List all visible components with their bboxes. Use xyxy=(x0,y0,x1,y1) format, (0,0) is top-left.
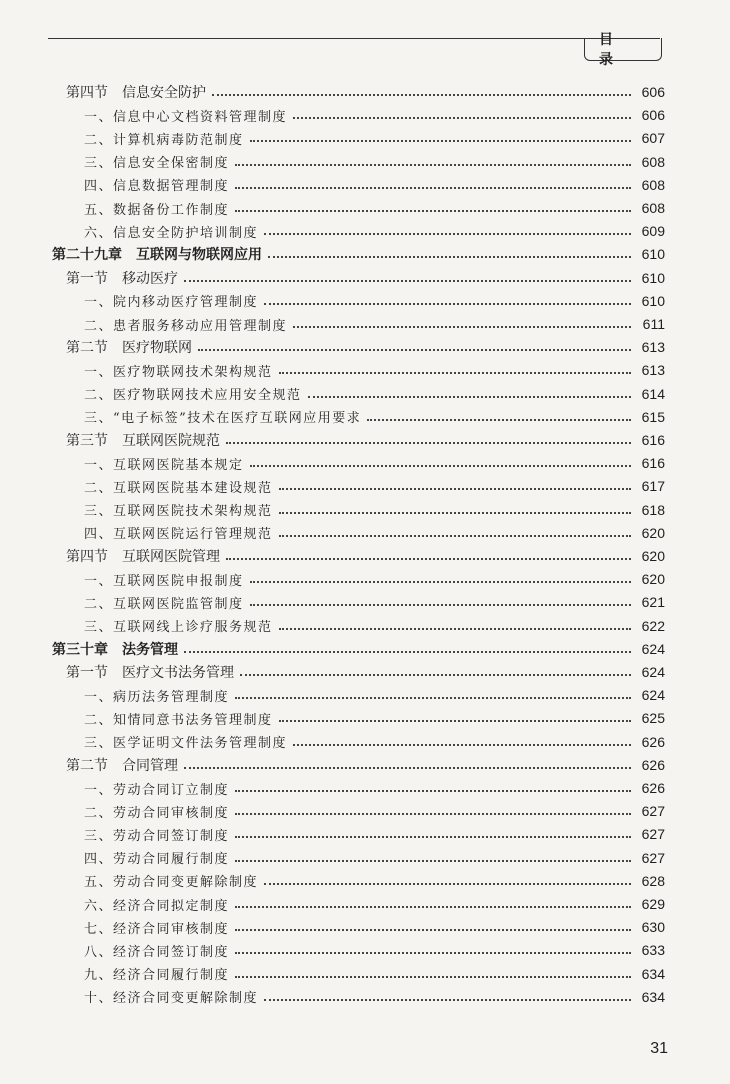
dot-leader xyxy=(235,187,631,189)
toc-entry-page: 624 xyxy=(641,640,665,657)
header-rule xyxy=(48,38,660,39)
toc-entry-item xyxy=(84,499,665,521)
toc-entry-page: 620 xyxy=(641,524,665,541)
toc-entry-page: 626 xyxy=(641,756,665,773)
dot-leader xyxy=(279,535,631,537)
toc-entry-item xyxy=(84,870,665,892)
toc-entry-title: 第一节 医疗文书法务管理 xyxy=(66,665,234,681)
toc-entry-page: 633 xyxy=(641,942,665,959)
toc-entry-page: 610 xyxy=(641,246,665,263)
toc-entry-item xyxy=(84,615,665,637)
toc-entry-title: 二、劳动合同审核制度 xyxy=(84,805,230,821)
toc-entry-item xyxy=(84,591,665,613)
toc-entry-page: 620 xyxy=(641,571,665,588)
toc-entry-title: 二、知情同意书法务管理制度 xyxy=(84,712,273,728)
toc-entry-item xyxy=(84,475,665,497)
toc-entry-item xyxy=(84,174,665,196)
dot-leader xyxy=(226,558,631,560)
toc-entry-page: 628 xyxy=(641,872,665,889)
toc-entry-item xyxy=(84,707,665,729)
toc-entry-page: 624 xyxy=(641,687,665,704)
toc-entry-page: 627 xyxy=(641,803,665,820)
dot-leader xyxy=(235,813,631,815)
dot-leader xyxy=(367,419,631,421)
page-number: 31 xyxy=(650,1040,668,1057)
toc-entry-title: 第四节 互联网医院管理 xyxy=(66,549,220,565)
dot-leader xyxy=(235,976,631,978)
dot-leader xyxy=(264,999,631,1001)
dot-leader xyxy=(235,790,631,792)
dot-leader xyxy=(184,280,631,282)
toc-entry-title: 三、“电子标签”技术在医疗互联网应用要求 xyxy=(84,411,362,427)
dot-leader xyxy=(264,233,631,235)
toc-entry-page: 625 xyxy=(641,710,665,727)
toc-entry-page: 626 xyxy=(641,780,665,796)
toc-entry-title: 一、院内移动医疗管理制度 xyxy=(84,295,259,311)
toc-entry-title: 四、劳动合同履行制度 xyxy=(84,852,230,868)
toc-entry-title: 一、医疗物联网技术架构规范 xyxy=(84,364,273,380)
toc-entry-item xyxy=(84,916,665,938)
toc-entry-title: 第一节 移动医疗 xyxy=(66,270,178,287)
toc-entry-page: 618 xyxy=(641,501,665,518)
toc-entry-title: 七、经济合同审核制度 xyxy=(84,921,230,937)
toc-entry-page: 610 xyxy=(641,292,665,309)
toc-entry-title: 第二十九章 互联网与物联网应用 xyxy=(52,247,262,264)
toc-entry-title: 第三节 互联网医院规范 xyxy=(66,433,220,449)
toc-entry-title: 四、信息数据管理制度 xyxy=(84,179,230,195)
toc-entry-item xyxy=(84,986,665,1008)
toc-entry-page: 606 xyxy=(641,84,665,100)
toc-entry-chapter xyxy=(52,638,665,660)
toc-entry-item xyxy=(84,963,665,985)
toc-entry-item xyxy=(84,359,665,381)
toc-entry-title: 六、信息安全防护培训制度 xyxy=(84,225,259,241)
toc-entry-title: 一、互联网医院申报制度 xyxy=(84,573,244,589)
dot-leader xyxy=(250,604,631,606)
dot-leader xyxy=(235,952,631,954)
toc-entry-page: 616 xyxy=(641,432,665,448)
toc-entry-item xyxy=(84,290,665,312)
toc-entry-item xyxy=(84,383,665,405)
toc-entry-title: 八、经济合同签订制度 xyxy=(84,944,230,960)
toc-entry-page: 613 xyxy=(641,362,665,379)
toc-entry-page: 620 xyxy=(641,548,665,564)
toc-entry-title: 二、计算机病毒防范制度 xyxy=(84,132,244,148)
dot-leader xyxy=(279,628,631,630)
toc-entry-page: 627 xyxy=(641,826,665,843)
toc-entry-page: 606 xyxy=(641,107,665,124)
toc-entry-section xyxy=(66,81,665,103)
header-tab xyxy=(584,32,662,68)
toc-entry-page: 607 xyxy=(641,130,665,147)
toc-entry-page: 627 xyxy=(641,849,665,866)
toc-entry-title: 三、医学证明文件法务管理制度 xyxy=(84,736,288,752)
header-title: 目 录 xyxy=(599,32,629,68)
dot-leader xyxy=(279,372,631,374)
toc-entry-item xyxy=(84,104,665,126)
toc-entry-item xyxy=(84,220,665,242)
toc-entry-page: 624 xyxy=(641,664,665,680)
dot-leader xyxy=(268,256,631,258)
dot-leader xyxy=(279,488,631,490)
dot-leader xyxy=(240,674,631,676)
toc-entry-item xyxy=(84,568,665,590)
toc-entry-title: 三、互联网医院技术架构规范 xyxy=(84,504,273,520)
dot-leader xyxy=(264,883,631,885)
toc-entry-section xyxy=(66,754,665,776)
dot-leader xyxy=(250,140,631,142)
dot-leader xyxy=(184,651,631,653)
toc-entry-page: 608 xyxy=(641,153,665,170)
toc-entry-page: 608 xyxy=(641,200,665,216)
toc-entry-page: 622 xyxy=(641,617,665,634)
toc-entry-title: 四、互联网医院运行管理规范 xyxy=(84,527,273,543)
toc-entry-section xyxy=(66,545,665,567)
toc-entry-item xyxy=(84,197,665,219)
dot-leader xyxy=(235,929,631,931)
dot-leader xyxy=(250,465,631,467)
dot-leader xyxy=(198,349,631,351)
toc-entry-page: 610 xyxy=(641,269,665,286)
dot-leader xyxy=(293,744,631,746)
toc-entry-title: 一、病历法务管理制度 xyxy=(84,689,230,705)
dot-leader xyxy=(279,512,631,514)
toc-entry-item xyxy=(84,939,665,961)
dot-leader xyxy=(235,860,631,862)
toc-entry-title: 五、劳动合同变更解除制度 xyxy=(84,875,259,891)
toc-entry-title: 二、患者服务移动应用管理制度 xyxy=(84,318,288,334)
toc-entry-item xyxy=(84,151,665,173)
toc-entry-title: 二、医疗物联网技术应用安全规范 xyxy=(84,388,302,404)
toc-entry-title: 一、互联网医院基本规定 xyxy=(84,457,244,473)
toc-entry-title: 六、经济合同拟定制度 xyxy=(84,898,230,914)
toc-entry-title: 三、互联网线上诊疗服务规范 xyxy=(84,620,273,636)
toc-entry-item xyxy=(84,777,665,799)
toc-entry-section xyxy=(66,267,665,289)
dot-leader xyxy=(235,836,631,838)
dot-leader xyxy=(226,442,631,444)
toc-entry-item xyxy=(84,452,665,474)
toc-entry-title: 五、数据备份工作制度 xyxy=(84,202,230,218)
dot-leader xyxy=(279,720,631,722)
toc-entry-item xyxy=(84,313,665,335)
toc-entry-page: 621 xyxy=(641,594,665,611)
toc-entry-item xyxy=(84,800,665,822)
dot-leader xyxy=(250,581,631,583)
toc-entry-page: 615 xyxy=(641,408,665,425)
toc-entry-page: 630 xyxy=(641,919,665,936)
dot-leader xyxy=(184,767,631,769)
dot-leader xyxy=(293,326,631,328)
toc-entry-title: 第二节 合同管理 xyxy=(66,757,178,774)
dot-leader xyxy=(235,210,631,212)
toc-entry-page: 629 xyxy=(641,896,665,912)
toc-entry-item xyxy=(84,893,665,915)
toc-entry-page: 609 xyxy=(641,223,665,240)
toc-entry-section xyxy=(66,336,665,358)
dot-leader xyxy=(235,164,631,166)
toc-entry-page: 634 xyxy=(641,988,665,1005)
toc-entry-item xyxy=(84,406,665,428)
toc-entry-item xyxy=(84,684,665,706)
toc-entry-title: 第三十章 法务管理 xyxy=(52,641,178,658)
toc-entry-title: 第四节 信息安全防护 xyxy=(66,85,206,101)
dot-leader xyxy=(264,303,631,305)
toc-entry-page: 613 xyxy=(641,339,665,356)
dot-leader xyxy=(235,906,631,908)
toc-entry-title: 第二节 医疗物联网 xyxy=(66,340,192,357)
toc-entry-page: 617 xyxy=(641,478,665,495)
dot-leader xyxy=(212,94,631,96)
toc-entry-item xyxy=(84,847,665,869)
dot-leader xyxy=(308,396,631,398)
toc-entry-title: 一、信息中心文档资料管理制度 xyxy=(84,109,288,125)
toc-entry-title: 二、互联网医院基本建设规范 xyxy=(84,480,273,496)
toc-entry-item xyxy=(84,522,665,544)
toc-entry-page: 626 xyxy=(641,733,665,750)
toc-entry-item xyxy=(84,127,665,149)
toc-entry-page: 616 xyxy=(641,455,665,472)
toc-entry-title: 二、互联网医院监管制度 xyxy=(84,596,244,612)
toc-entry-page: 608 xyxy=(641,176,665,193)
toc-entry-section xyxy=(66,429,665,451)
dot-leader xyxy=(293,117,631,119)
toc-entry-item xyxy=(84,823,665,845)
toc-entry-chapter xyxy=(52,243,665,265)
toc-entry-page: 634 xyxy=(641,965,665,982)
toc-entry-title: 十、经济合同变更解除制度 xyxy=(84,991,259,1007)
toc-entry-title: 一、劳动合同订立制度 xyxy=(84,782,230,798)
toc-entry-title: 三、劳动合同签订制度 xyxy=(84,828,230,844)
toc-entry-section xyxy=(66,661,665,683)
toc-entry-item xyxy=(84,731,665,753)
toc-entry-title: 三、信息安全保密制度 xyxy=(84,156,230,172)
dot-leader xyxy=(235,697,631,699)
toc-entry-page: 611 xyxy=(642,316,665,332)
toc-entry-title: 九、经济合同履行制度 xyxy=(84,968,230,984)
toc-entry-page: 614 xyxy=(641,385,665,402)
